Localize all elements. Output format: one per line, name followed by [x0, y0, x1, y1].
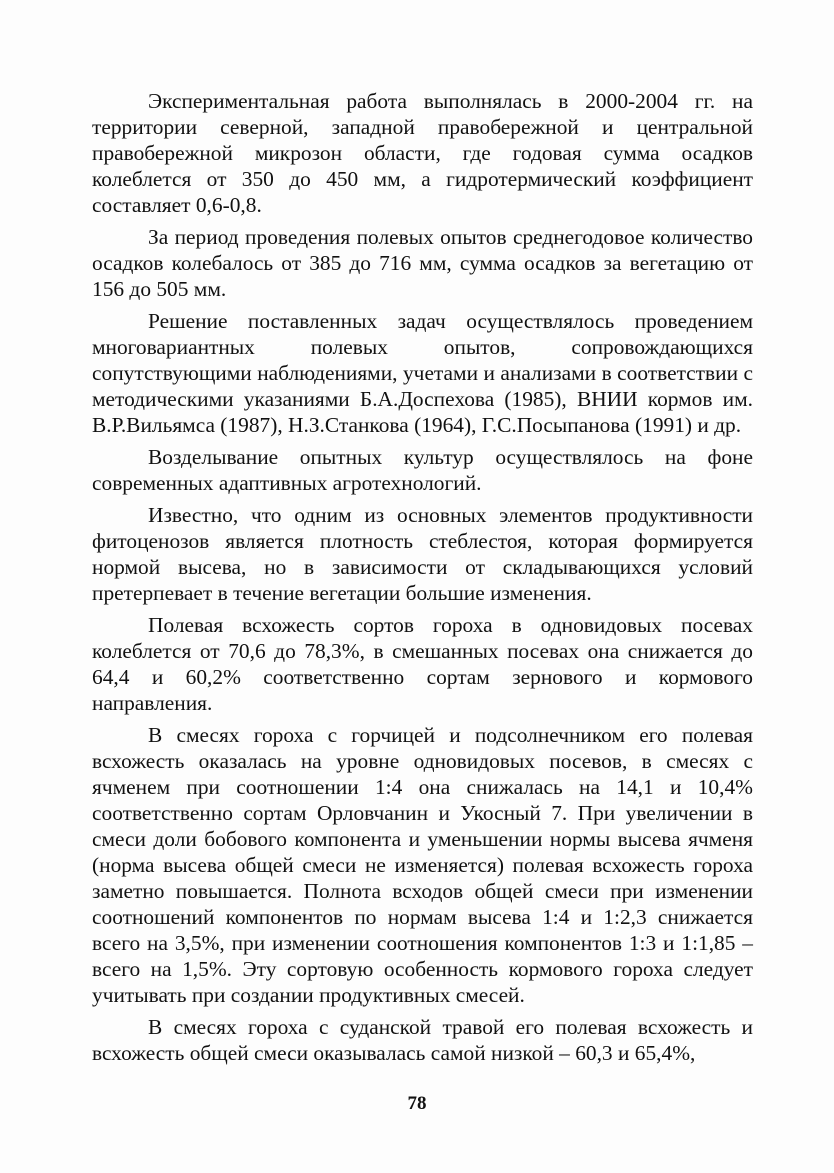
body-text: [92, 88, 753, 1066]
paragraph-methods: Решение поставленных задач осуществлялось проведением многовариантных полевых опытов, сопровождающихся сопутствующими наблюдениями, учетами и анализами в соответствии с методическими указаниями Б.А.Доспехова (1985), ВНИИ кормов им. В.Р.Вильямса (1987), Н.З.Станкова (1964), Г.С.Посыпанова (1991) и др.: [92, 309, 753, 437]
paragraph-agrotechnology: Возделывание опытных культур осуществлялось на фоне современных адаптивных агротехнологий.: [92, 445, 753, 495]
paragraph-stand-density: Известно, что одним из основных элементов продуктивности фитоценозов является плотность стеблестоя, которая формируется нормой высева, но в зависимости от складывающихся условий претерпевает в течение вегетации большие изменения.: [92, 503, 753, 605]
page-number: 78: [407, 1093, 427, 1114]
paragraph-field-germination: Полевая всхожесть сортов гороха в одновидовых посевах колеблется от 70,6 до 78,3%, в смешанных посевах она снижается до 64,4 и 60,2% соответственно сортам зернового и кормового направления.: [92, 613, 753, 715]
paragraph-experiment-period: Экспериментальная работа выполнялась в 2000-2004 гг. на территории северной, западной правобережной и центральной правобережной микрозон области, где годовая сумма осадков колеблется от 350 до 450 мм, а гидротермический коэффициент составляет 0,6-0,8.: [92, 89, 753, 217]
paragraph-sudan-grass: В смесях гороха с суданской травой его полевая всхожесть и всхожесть общей смеси оказывалась самой низкой – 60,3 и 65,4%,: [92, 1015, 753, 1065]
paragraph-mixtures: В смесях гороха с горчицей и подсолнечником его полевая всхожесть оказалась на уровне одновидовых посевов, в смесях с ячменем при соотношении 1:4 она снижалась на 14,1 и 10,4% соответственно сортам Орловчанин и Укосный 7. При увеличении в смеси доли бобового компонента и уменьшении нормы высева ячменя (норма высева общей смеси не изменяется) полевая всхожесть гороха заметно повышается. Полнота всходов общей смеси при изменении соотношений компонентов по нормам высева 1:4 и 1:2,3 снижается всего на 3,5%, при изменении соотношения компонентов 1:3 и 1:1,85 – всего на 1,5%. Эту сортовую особенность кормового гороха следует учитывать при создании продуктивных смесей.: [92, 723, 753, 1007]
paragraph-precipitation: За период проведения полевых опытов среднегодовое количество осадков колебалось от 385 до 716 мм, сумма осадков за вегетацию от 156 до 505 мм.: [92, 225, 753, 301]
